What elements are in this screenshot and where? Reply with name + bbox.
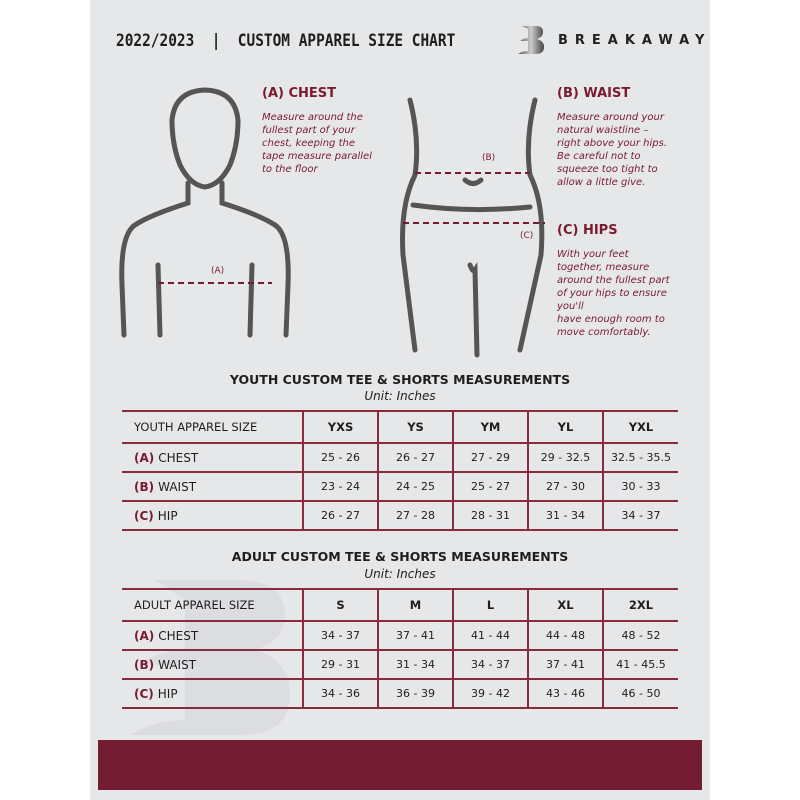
table-cell: 29 - 32.5 <box>528 443 603 472</box>
table-cell: 25 - 26 <box>303 443 378 472</box>
table-row <box>122 501 678 530</box>
size-header: L <box>453 589 528 621</box>
table-row <box>122 621 678 650</box>
page-title: 2022/2023 | CUSTOM APPAREL SIZE CHART <box>116 31 456 51</box>
table-header-row <box>122 411 678 443</box>
table-cell: 31 - 34 <box>528 501 603 530</box>
table-cell: 23 - 24 <box>303 472 378 501</box>
table-cell: 26 - 27 <box>303 501 378 530</box>
table-cell: 31 - 34 <box>378 650 453 679</box>
table-cell: 28 - 31 <box>453 501 528 530</box>
brand-name: BREAKAWAY <box>558 32 712 48</box>
table-cell: 34 - 37 <box>603 501 678 530</box>
table-cell: 34 - 36 <box>303 679 378 708</box>
waist-marker: (B) <box>482 153 496 163</box>
hips-heading: (C) HIPS <box>557 223 618 238</box>
hips-marker: (C) <box>520 231 534 241</box>
adult-unit: Unit: Inches <box>364 567 436 581</box>
table-row <box>122 472 678 501</box>
waist-heading: (B) WAIST <box>557 86 631 101</box>
table-cell: 41 - 44 <box>453 621 528 650</box>
measure-name: WAIST <box>158 479 197 494</box>
table-cell: 27 - 30 <box>528 472 603 501</box>
hips-description: With your feet together, measure around the fullest part of your hips to ensure you'll have enough room to move comfortably. <box>557 249 670 338</box>
measure-label <box>122 501 303 530</box>
measure-name: CHEST <box>158 628 199 643</box>
chest-marker: (A) <box>211 266 225 276</box>
measure-name: WAIST <box>158 657 197 672</box>
table-cell: 44 - 48 <box>528 621 603 650</box>
table-cell: 34 - 37 <box>453 650 528 679</box>
waist-description: Measure around your natural waistline – right above your hips. Be careful not to squeeze too tight to allow a little give. <box>557 112 668 188</box>
table-cell: 37 - 41 <box>528 650 603 679</box>
youth-table-title: YOUTH CUSTOM TEE & SHORTS MEASUREMENTS <box>229 372 571 387</box>
table-cell: 34 - 37 <box>303 621 378 650</box>
footer-band <box>98 740 702 790</box>
measure-letter: (B) <box>134 479 155 494</box>
table-cell: 37 - 41 <box>378 621 453 650</box>
measure-label <box>122 679 303 708</box>
measure-name: CHEST <box>158 450 199 465</box>
table-cell: 27 - 29 <box>453 443 528 472</box>
measure-name: HIP <box>157 686 178 701</box>
table-row <box>122 679 678 708</box>
brand-logo <box>516 24 711 56</box>
table-cell: 48 - 52 <box>603 621 678 650</box>
table-cell: 36 - 39 <box>378 679 453 708</box>
size-header: 2XL <box>603 589 678 621</box>
table-cell: 46 - 50 <box>603 679 678 708</box>
size-header: YL <box>528 411 603 443</box>
size-header: YM <box>453 411 528 443</box>
table-cell: 41 - 45.5 <box>603 650 678 679</box>
size-header: XL <box>528 589 603 621</box>
measure-label <box>122 621 303 650</box>
adult-table-title: ADULT CUSTOM TEE & SHORTS MEASUREMENTS <box>231 549 569 564</box>
adult-size-table <box>122 588 678 709</box>
youth-unit: Unit: Inches <box>364 389 436 403</box>
measure-label <box>122 443 303 472</box>
table-cell: 29 - 31 <box>303 650 378 679</box>
table-cell: 24 - 25 <box>378 472 453 501</box>
size-header: YXL <box>603 411 678 443</box>
size-header: YS <box>378 411 453 443</box>
measure-letter: (C) <box>134 508 154 523</box>
table-row <box>122 443 678 472</box>
chest-heading: (A) CHEST <box>262 86 337 101</box>
measure-letter: (C) <box>134 686 154 701</box>
table-cell: 26 - 27 <box>378 443 453 472</box>
table-row <box>122 650 678 679</box>
measure-name: HIP <box>157 508 178 523</box>
table-cell: 30 - 33 <box>603 472 678 501</box>
size-header: YXS <box>303 411 378 443</box>
measure-letter: (A) <box>134 450 155 465</box>
table-cell: 32.5 - 35.5 <box>603 443 678 472</box>
youth-size-table <box>122 410 678 531</box>
measure-letter: (B) <box>134 657 155 672</box>
logo-b-icon <box>516 24 546 56</box>
waist-hips-figure-illustration <box>395 95 555 360</box>
size-header: M <box>378 589 453 621</box>
chest-description: Measure around the fullest part of your chest, keeping the tape measure parallel to the floor <box>262 112 372 175</box>
table-cell: 27 - 28 <box>378 501 453 530</box>
size-header: S <box>303 589 378 621</box>
size-label: YOUTH APPAREL SIZE <box>122 411 303 443</box>
table-cell: 39 - 42 <box>453 679 528 708</box>
measure-letter: (A) <box>134 628 155 643</box>
measure-label <box>122 472 303 501</box>
table-header-row <box>122 589 678 621</box>
size-label: ADULT APPAREL SIZE <box>122 589 303 621</box>
table-cell: 43 - 46 <box>528 679 603 708</box>
measure-label <box>122 650 303 679</box>
table-cell: 25 - 27 <box>453 472 528 501</box>
